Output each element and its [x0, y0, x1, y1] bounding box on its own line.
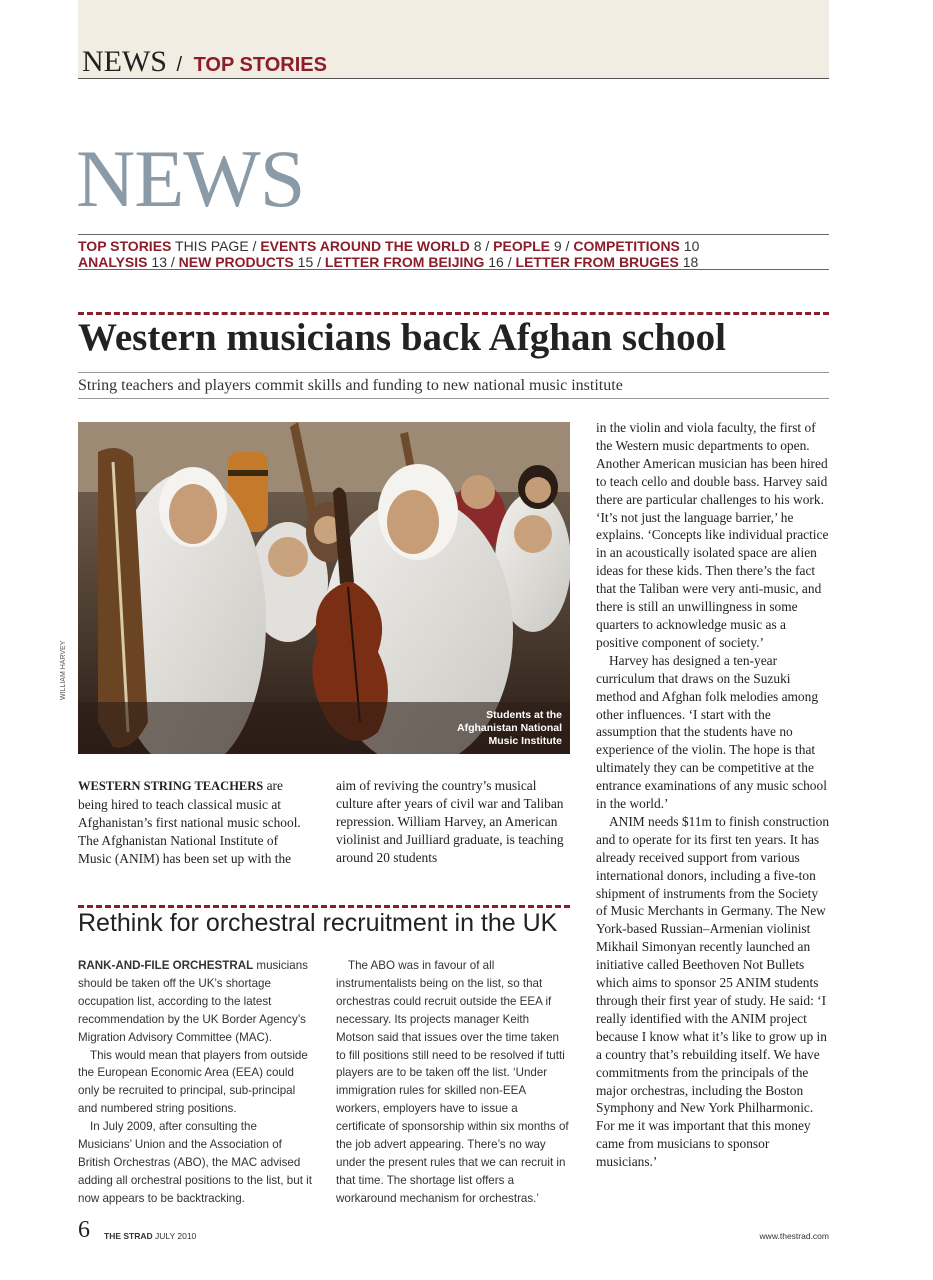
photo-illustration [78, 422, 570, 754]
paragraph: ANIM needs $11m to finish construction and to operate for its first ten years. It has already received support from various international donors, including a five-ton shipment of instruments from the Society of Music Merchants in Germany. The New York-based Russian–Armenian violinist Mikhail Simonyan recently launched an initiative called Beethoven Not Bullets which aims to sponsor 25 ANIM students through their first year of study. He said: ‘I really identified with the ANIM project because I know what it’s like to grow up in a country that’s rebuilding itself. We have commitments from the principals of the major orchestras, including the Boston Symphony and New York Philharmonic. For me it was important that this money came from musicians to sponsor musicians.’ [596, 813, 830, 1170]
caption-line: Afghanistan National [456, 722, 562, 734]
story2-lead: RANK-AND-FILE ORCHESTRAL [78, 959, 254, 972]
contents-line-1: TOP STORIES THIS PAGE / EVENTS AROUND THE WORLD 8 / PEOPLE 9 / COMPETITIONS 10 [78, 238, 700, 254]
contents-link-events[interactable]: EVENTS AROUND THE WORLD [260, 238, 470, 254]
story1-column-1 [78, 777, 313, 868]
contents-link-people[interactable]: PEOPLE [493, 238, 550, 254]
story1-column-2 [336, 777, 570, 867]
contents-page: 9 [549, 238, 562, 254]
website-link[interactable]: www.thestrad.com [759, 1231, 829, 1241]
caption-line: Students at the [486, 709, 562, 721]
contents-link-analysis[interactable]: ANALYSIS [78, 254, 148, 270]
paragraph: Harvey has designed a ten-year curriculum that draws on the Suzuki method and Afghan folk melodies among other influences. ‘I start with the assumption that the students have no experience of the violin. The hope is that ultimately they can be competitive at the entrance examinations of any music school in the world.’ [596, 652, 827, 812]
contents-link-new-products[interactable]: NEW PRODUCTS [178, 254, 294, 270]
contents-page: 18 [678, 254, 699, 270]
contents-link-top-stories[interactable]: TOP STORIES [78, 238, 172, 254]
story-photo [78, 422, 570, 754]
contents-page: THIS PAGE [171, 238, 249, 254]
magazine-name: THE STRAD [104, 1231, 153, 1241]
contents-page: 8 [469, 238, 482, 254]
photo-credit: WILLIAM HARVEY [60, 640, 67, 700]
photo-caption [457, 709, 562, 748]
story1-headline: Western musicians back Afghan school [78, 316, 726, 359]
paragraph: musicians should be taken off the UK’s shortage occupation list, according to the latest recommendation by the UK Border Agency’s Migration Advisory Committee (MAC). [78, 959, 308, 1044]
contents-line-2: ANALYSIS 13 / NEW PRODUCTS 15 / LETTER FROM BEIJING 16 / LETTER FROM BRUGES 18 [78, 254, 699, 270]
page-number: 6 [78, 1217, 90, 1243]
contents-page: 10 [679, 238, 700, 254]
contents-page: 16 [484, 254, 504, 270]
contents-page: 15 [293, 254, 314, 270]
paragraph: In July 2009, after consulting the Musicians’ Union and the Association of British Orchestras (ABO), the MAC advised adding all orchestral positions to the list, but it now appears to be backtracking. [78, 1120, 312, 1205]
contents-page: 13 [147, 254, 167, 270]
story2-column-1 [78, 957, 313, 1208]
paragraph: The ABO was in favour of all instrumentalists being on the list, so that orchestras could recruit outside the EEA if necessary. Its projects manager Keith Motson said that issues over the time taken to fill positions still need to be resolved if tutti players are to be taken off the list. ‘Under immigration rules for skilled non-EEA workers, employers have to issue a certificate of sponsorship within six months of the job advert appearing. There’s no way under the present rules that we can recruit in that time. The shortage list offers a workaround mechanism for orchestras.’ [336, 959, 569, 1205]
magazine-issue: JULY 2010 [155, 1231, 197, 1241]
story1-divider [78, 312, 829, 315]
contents-bar [78, 234, 829, 270]
section-separator: / [176, 54, 183, 76]
story1-lead: WESTERN STRING TEACHERS [78, 779, 264, 793]
story1-standfirst: String teachers and players commit skills and funding to new national music institute [78, 372, 829, 399]
section-label: NEWS [82, 45, 167, 78]
story2-column-2 [336, 957, 570, 1208]
story1-column-3 [596, 419, 830, 1171]
story1-col2-text: aim of reviving the country’s musical culture after years of civil war and Taliban repression. William Harvey, an American violinist and Juilliard graduate, is teaching around 20 students [336, 778, 564, 865]
story2-divider [78, 905, 570, 908]
page-title: NEWS [76, 133, 305, 224]
story1-col1-text: are being hired to teach classical music at Afghanistan’s first national music school. The Afghanistan National Institute of Music (ANIM) has been set up with the [78, 778, 301, 866]
contents-link-competitions[interactable]: COMPETITIONS [573, 238, 680, 254]
story2-headline: Rethink for orchestral recruitment in the UK [78, 909, 558, 937]
contents-link-letter-beijing[interactable]: LETTER FROM BEIJING [324, 254, 485, 270]
paragraph: This would mean that players from outside the European Economic Area (EEA) could only be recruited to principal, sub-principal and numbered string positions. [78, 1048, 308, 1116]
magazine-info [104, 1231, 196, 1241]
paragraph: in the violin and viola faculty, the first of the Western music departments to open. Another American musician has been hired to teach cello and double bass. Harvey said there are particular challenges to his work. ‘It’s not just the language barrier,’ he explains. ‘Concepts like individual practice in an acoustically isolated space are alien ideas for these kids. Then there’s the fact that the Taliban were very anti-music, and there is still an unwillingness in some quarters to acknowledge music as a positive component of society.’ [596, 420, 829, 650]
caption-line: Music Institute [488, 735, 562, 747]
contents-link-letter-bruges[interactable]: LETTER FROM BRUGES [515, 254, 679, 270]
section-header [82, 47, 327, 77]
subsection-label: TOP STORIES [193, 54, 327, 76]
